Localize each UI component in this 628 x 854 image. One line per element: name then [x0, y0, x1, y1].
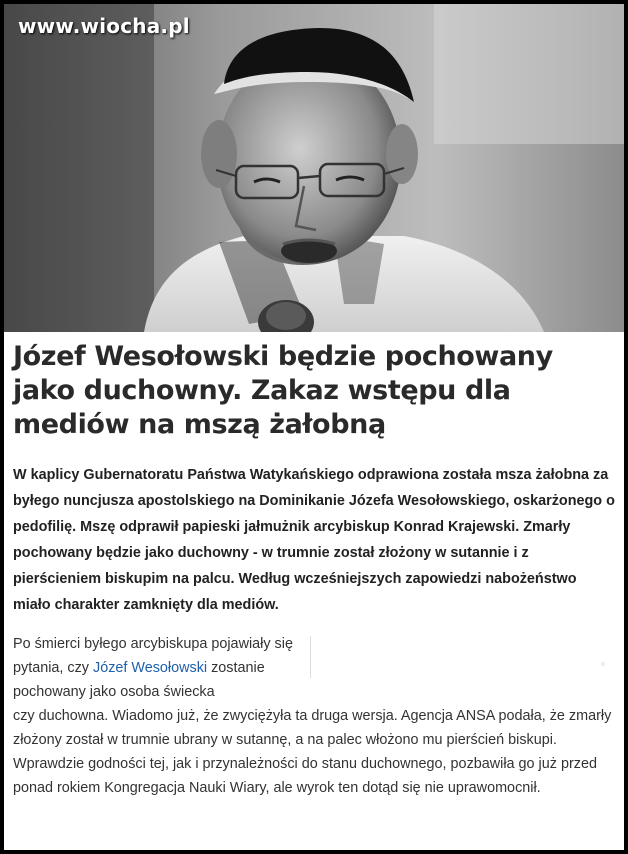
site-watermark: www.wiocha.pl — [18, 14, 190, 38]
article-body-continuation: czy duchowna. Wiadomo już, że zwyciężyła ta druga wersja. Agencja ANSA podała, że zmarły złożony został w trumnie ubrany w sutannę, a na palec włożono mu pierścień biskupi. Wprawdzie godności tej, jak i przynależności do stanu duchownego, pozbawiła go już przed ponad rokiem Kongregacja Nauki Wiary, ale wyrok ten dotąd się nie uprawomocnił. — [13, 708, 612, 796]
body-text-start: Po śmierci byłego arcybiskupa pojawiały się pytania, czy — [13, 636, 293, 676]
portrait-illustration — [4, 4, 624, 332]
article-lead: W kaplicy Gubernatoratu Państwa Watykańskiego odprawiona została msza żałobna za byłego nuncjusza apostolskiego na Dominikanie Józefa Wesołowskiego, oskarżonego o pedofilię. Mszę odprawił papieski jałmużnik arcybiskup Konrad Krajewski. Zmarły pochowany będzie jako duchowny - w trumnie został złożony w sutannie i z pierścieniem biskupim na palcu. Według wcześniejszych zapowiedzi nabożeństwo miało charakter zamknięty dla mediów. — [13, 467, 615, 613]
portrait-photo — [4, 4, 624, 332]
body-text-continue: zostanie pochowany jako osoba świecka — [13, 660, 265, 700]
sidebar-divider — [310, 636, 311, 678]
sidebar-placeholder — [601, 662, 605, 666]
meme-frame — [4, 4, 624, 850]
person-link[interactable]: Józef Wesołowski — [93, 660, 208, 676]
article-headline: Józef Wesołowski będzie pochowany jako duchowny. Zakaz wstępu dla mediów na mszą żałobną — [13, 341, 553, 440]
article-body-intro — [13, 632, 303, 704]
